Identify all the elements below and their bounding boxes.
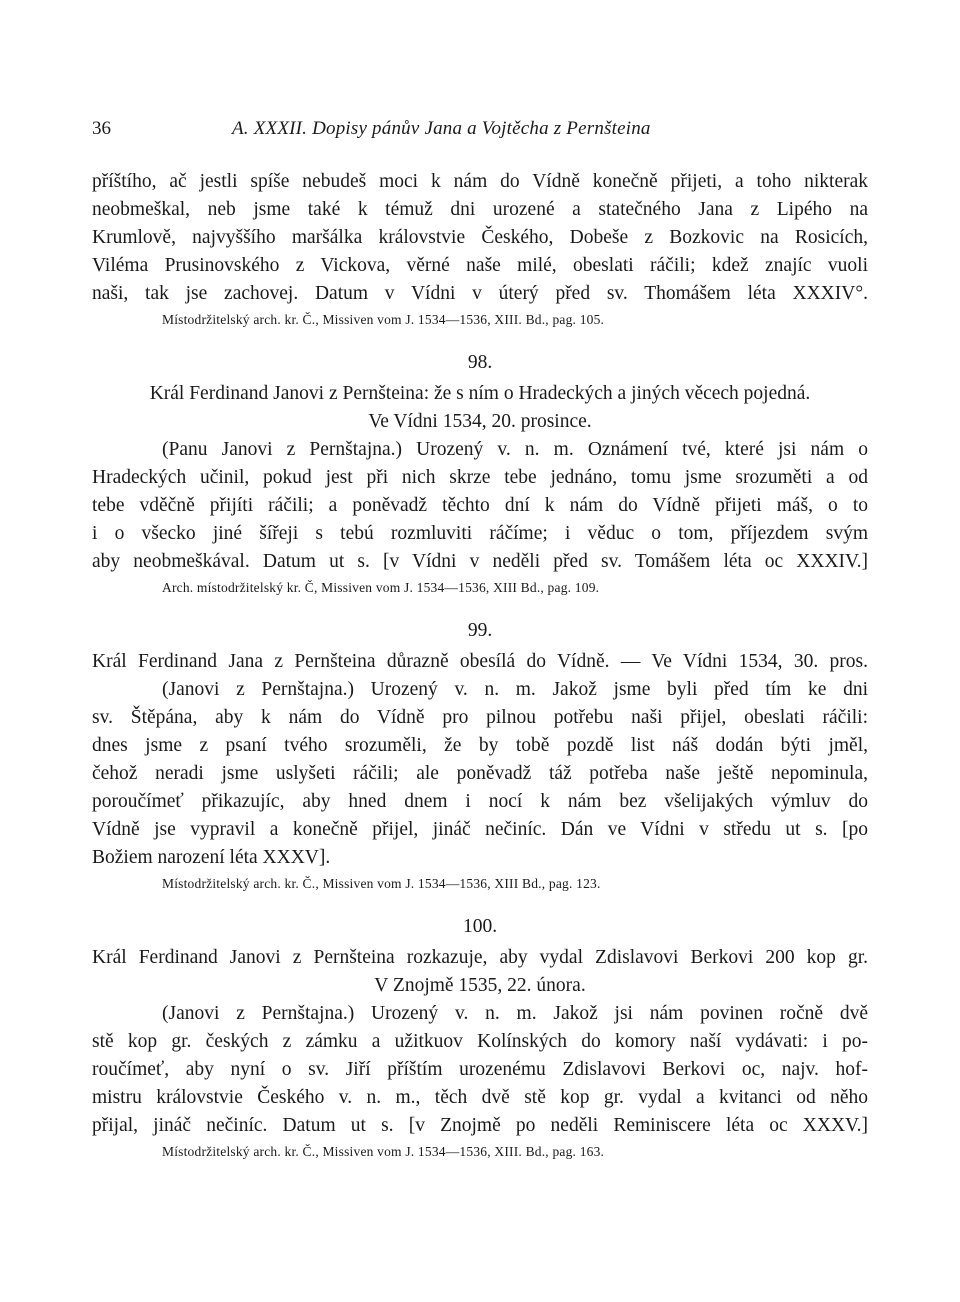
- paragraph-start-line: (Janovi z Pernštajna.) Urozený v. n. m. Jakož jsme byli před tím ke dni: [162, 679, 868, 700]
- text-line: tebe vděčně přijíti ráčili; a poněvadž těchto dní k nám do Vídně přijeti máš, o to: [92, 495, 868, 516]
- text-line: poroučímeť přikazujíc, aby hned dnem i nocí k nám bez všelijakých výmluv do: [92, 791, 868, 812]
- text-line: Král Ferdinand Jana z Pernšteina důrazně obesílá do Vídně. — Ve Vídni 1534, 30. pros.: [92, 651, 868, 672]
- source-citation: Místodržitelský arch. kr. Č., Missiven vom J. 1534—1536, XIII. Bd., pag. 163.: [162, 1144, 605, 1159]
- text-line: Hradeckých učinil, pokud jest při nich skrze tebe jednáno, tomu jsme srozuměti a od: [92, 467, 868, 488]
- document-body: [92, 168, 868, 1164]
- text-line: Viléma Prusinovského z Vickova, věrné naše milé, obeslati ráčili; kdež znajíc vuoli: [92, 255, 868, 276]
- paragraph-end-line: Božiem narození léta XXXV].: [92, 847, 331, 868]
- document-summary-line: Král Ferdinand Janovi z Pernšteina: že s ním o Hradeckých a jiných věcech pojedná.: [149, 383, 811, 404]
- text-line: aby neobmeškával. Datum ut s. [v Vídni v neděli před sv. Tomášem léta oc XXXIV.]: [92, 551, 868, 572]
- text-line: naši, tak jse zachovej. Datum v Vídni v úterý před sv. Thomášem léta XXXIV°.: [92, 283, 868, 304]
- document-number: 98.: [467, 352, 493, 373]
- source-citation: Místodržitelský arch. kr. Č., Missiven vom J. 1534—1536, XIII. Bd., pag. 105.: [162, 312, 605, 327]
- text-line: stě kop gr. českých z zámku a užitkuov Kolínských do komory naší vydávati: i po-: [92, 1031, 868, 1052]
- text-line: mistru královstvie Českého v. n. m., těch dvě stě kop gr. vydal a kvitanci od něho: [92, 1087, 868, 1108]
- running-head: A. XXXII. Dopisy pánův Jana a Vojtěcha z Pernšteina: [232, 118, 651, 139]
- text-line: Král Ferdinand Janovi z Pernšteina rozkazuje, aby vydal Zdislavovi Berkovi 200 kop gr.: [92, 947, 868, 968]
- text-line: Krumlově, najvyššího maršálka královstvie Českého, Dobeše z Bozkovic na Rosicích,: [92, 227, 868, 248]
- source-citation: Místodržitelský arch. kr. Č., Missiven vom J. 1534—1536, XIII Bd., pag. 123.: [162, 876, 601, 891]
- document-number: 99.: [467, 620, 493, 641]
- text-line: příštího, ač jestli spíše nebudeš moci k nám do Vídně konečně přijeti, a toho nikterak: [92, 171, 868, 192]
- text-line: roučímeť, aby nyní o sv. Jiří příštím urozenému Zdislavovi Berkovi oc, najv. hof-: [92, 1059, 868, 1080]
- document-page: [92, 118, 868, 1164]
- text-line: i o všecko jiné šířeji s tebú rozmluviti ráčíme; i věduc o tom, příjezdem svým: [92, 523, 868, 544]
- document-summary-line: Ve Vídni 1534, 20. prosince.: [368, 411, 592, 432]
- text-line: sv. Štěpána, aby k nám do Vídně pro pilnou potřebu naši přijel, obeslati ráčili:: [92, 707, 868, 728]
- text-line: Vídně jse vypravil a konečně přijel, jináč nečiníc. Dán ve Vídni v středu ut s. [po: [92, 819, 868, 840]
- source-citation: Arch. místodržitelský kr. Č, Missiven vom J. 1534—1536, XIII Bd., pag. 109.: [162, 580, 600, 595]
- paragraph-start-line: (Janovi z Pernštajna.) Urozený v. n. m. Jakož jsi nám povinen ročně dvě: [162, 1003, 868, 1024]
- text-line: neobmeškal, neb jsme také k témuž dni urozené a statečného Jana z Lipého na: [92, 199, 868, 220]
- page-number: 36: [92, 118, 111, 139]
- document-summary-line: V Znojmě 1535, 22. února.: [374, 975, 586, 996]
- page-header: [92, 118, 868, 152]
- document-number: 100.: [462, 916, 498, 937]
- text-line: přijal, jináč nečiníc. Datum ut s. [v Znojmě po neděli Reminiscere léta oc XXXV.]: [92, 1115, 868, 1136]
- text-line: čehož neradi jsme uslyšeti ráčili; ale poněvadž táž potřeba naše ještě nepominula,: [92, 763, 868, 784]
- paragraph-start-line: (Panu Janovi z Pernštajna.) Urozený v. n. m. Oznámení tvé, které jsi nám o: [162, 439, 868, 460]
- text-line: dnes jsme z psaní tvého srozuměli, že by tobě pozdě list náš dodán býti jměl,: [92, 735, 868, 756]
